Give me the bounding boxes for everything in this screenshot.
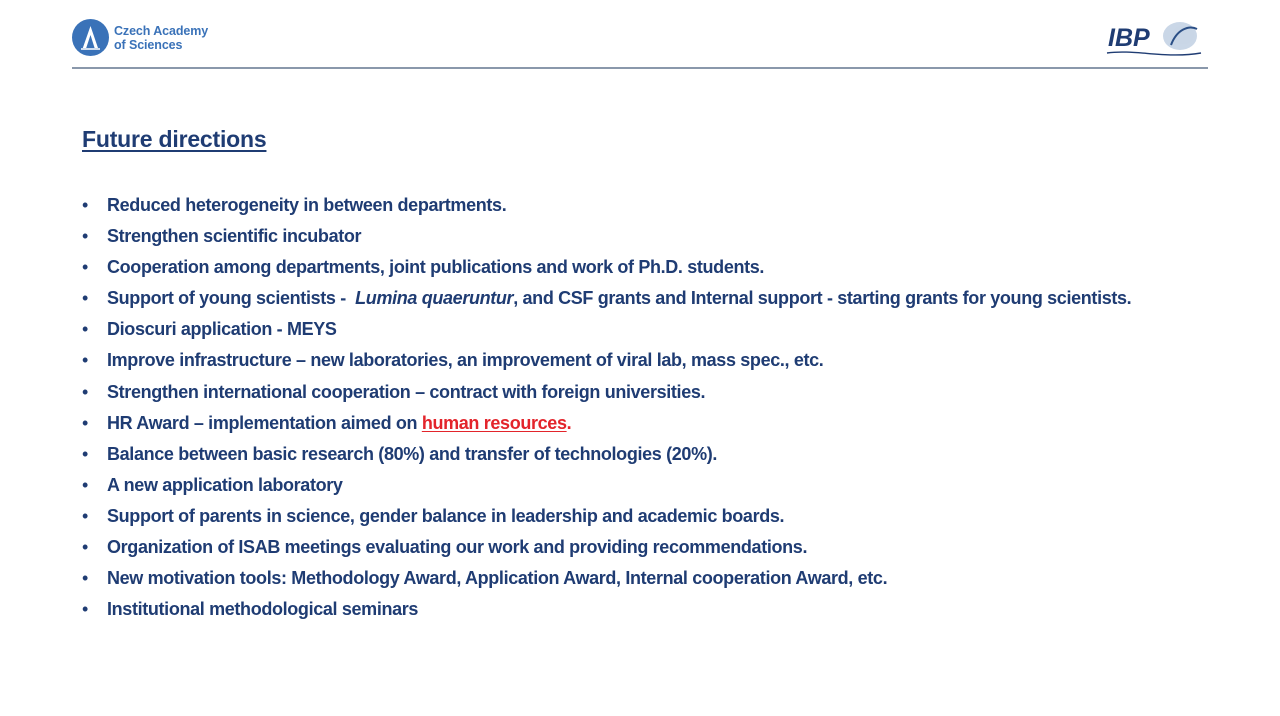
bullet-icon: • — [82, 599, 88, 620]
bullet-icon: • — [82, 195, 88, 215]
bullet-icon: • — [82, 443, 88, 464]
human-resources-link[interactable]: human resources — [421, 412, 567, 433]
list-item-text: A new application laboratory — [107, 474, 343, 495]
list-item — [82, 472, 1131, 503]
bullet-icon: • — [82, 505, 88, 526]
bullet-icon: • — [82, 474, 88, 495]
list-item — [82, 316, 1131, 347]
logo-text-line2: of Sciences — [114, 37, 183, 52]
logo-wordmark — [114, 24, 208, 52]
header-divider — [72, 67, 1208, 69]
list-item-text: , and CSF grants and Internal support - starting grants for young scientists. — [513, 288, 1132, 309]
list-item-text: . — [566, 412, 572, 433]
ibp-logo-text: IBP — [1108, 24, 1150, 52]
list-item-text: Strengthen scientific incubator — [107, 226, 362, 247]
list-item-text: Reduced heterogeneity in between departments. — [107, 195, 507, 215]
bullet-icon: • — [82, 226, 88, 247]
list-item — [82, 347, 1131, 378]
list-item-text: HR Award – implementation aimed on — [107, 412, 422, 433]
list-item — [82, 410, 1131, 441]
list-item-text: New motivation tools: Methodology Award, Application Award, Internal cooperation Award, etc. — [107, 568, 888, 589]
list-item — [82, 441, 1131, 472]
list-item — [82, 379, 1131, 410]
list-item-italic-text: Lumina quaeruntur — [355, 288, 514, 309]
list-item — [82, 192, 1131, 223]
page-title: Future directions — [82, 126, 267, 152]
list-item — [82, 565, 1131, 596]
list-item-text: Cooperation among departments, joint publications and work of Ph.D. students. — [107, 257, 765, 278]
bullet-icon: • — [82, 381, 88, 402]
bullet-icon: • — [82, 319, 88, 340]
list-item-text: Improve infrastructure – new laboratories, an improvement of viral lab, mass spec., etc. — [107, 350, 824, 371]
list-item — [82, 254, 1131, 285]
list-item-text: Organization of ISAB meetings evaluating our work and providing recommendations. — [107, 537, 808, 558]
list-item — [82, 534, 1131, 565]
list-item-text: Balance between basic research (80%) and transfer of technologies (20%). — [107, 443, 718, 464]
bullet-list — [82, 192, 1131, 627]
bullet-icon: • — [82, 350, 88, 371]
list-item — [82, 503, 1131, 534]
ibp-logo — [1105, 19, 1203, 59]
list-item — [82, 223, 1131, 254]
bullet-icon: • — [82, 257, 88, 278]
bullet-icon: • — [82, 412, 88, 433]
list-item — [82, 285, 1131, 316]
list-item-text: Support of parents in science, gender balance in leadership and academic boards. — [107, 505, 785, 526]
bullet-icon: • — [82, 568, 88, 589]
list-item-text: Dioscuri application - MEYS — [107, 319, 337, 340]
bullet-icon: • — [82, 288, 88, 309]
list-item-text: Institutional methodological seminars — [107, 599, 419, 620]
list-item-text: Support of young scientists - — [107, 288, 356, 309]
list-item — [82, 596, 1131, 627]
bullet-icon: • — [82, 537, 88, 558]
list-item-text: Strengthen international cooperation – contract with foreign universities. — [107, 381, 706, 402]
logo-text-line1: Czech Academy — [114, 23, 209, 38]
academy-emblem-icon — [72, 19, 109, 56]
czech-academy-logo — [72, 19, 208, 56]
